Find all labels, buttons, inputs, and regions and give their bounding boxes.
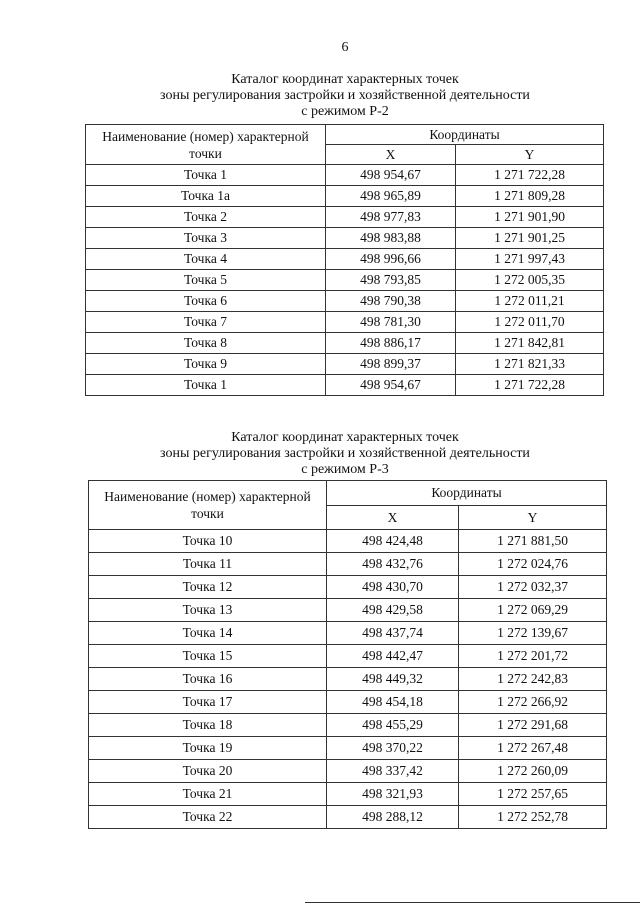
x-coordinate-cell: 498 437,74 [327, 622, 459, 645]
point-name-cell: Точка 20 [89, 760, 327, 783]
point-name-cell: Точка 11 [89, 553, 327, 576]
y-coordinate-cell: 1 272 257,65 [459, 783, 607, 806]
x-coordinate-cell: 498 429,58 [327, 599, 459, 622]
header-y: Y [459, 506, 607, 530]
x-coordinate-cell: 498 455,29 [327, 714, 459, 737]
x-coordinate-cell: 498 886,17 [326, 333, 456, 354]
point-name-cell: Точка 17 [89, 691, 327, 714]
x-coordinate-cell: 498 430,70 [327, 576, 459, 599]
point-name-cell: Точка 1 [86, 375, 326, 396]
y-coordinate-cell: 1 272 267,48 [459, 737, 607, 760]
y-coordinate-cell: 1 272 011,21 [456, 291, 604, 312]
y-coordinate-cell: 1 271 881,50 [459, 530, 607, 553]
y-coordinate-cell: 1 271 809,28 [456, 186, 604, 207]
table-row [89, 806, 607, 829]
table-row [86, 312, 604, 333]
y-coordinate-cell: 1 271 842,81 [456, 333, 604, 354]
y-coordinate-cell: 1 272 005,35 [456, 270, 604, 291]
x-coordinate-cell: 498 899,37 [326, 354, 456, 375]
table-row [89, 737, 607, 760]
x-coordinate-cell: 498 996,66 [326, 249, 456, 270]
table-row [89, 576, 607, 599]
y-coordinate-cell: 1 272 291,68 [459, 714, 607, 737]
catalog-title-line: зоны регулирования застройки и хозяйственной деятельности [160, 88, 530, 103]
catalog-title-line: с режимом Р-3 [301, 462, 389, 477]
point-name-cell: Точка 7 [86, 312, 326, 333]
x-coordinate-cell: 498 288,12 [327, 806, 459, 829]
table-row [89, 760, 607, 783]
y-coordinate-cell: 1 272 069,29 [459, 599, 607, 622]
y-coordinate-cell: 1 271 722,28 [456, 375, 604, 396]
table-row [86, 186, 604, 207]
point-name-cell: Точка 12 [89, 576, 327, 599]
point-name-cell: Точка 5 [86, 270, 326, 291]
point-name-cell: Точка 16 [89, 668, 327, 691]
header-coordinates: Координаты [326, 125, 604, 145]
table-row [86, 249, 604, 270]
table-row [86, 375, 604, 396]
catalog-title-line: Каталог координат характерных точек [231, 72, 459, 87]
table-row [89, 783, 607, 806]
point-name-cell: Точка 13 [89, 599, 327, 622]
y-coordinate-cell: 1 272 024,76 [459, 553, 607, 576]
x-coordinate-cell: 498 965,89 [326, 186, 456, 207]
table-row [89, 622, 607, 645]
point-name-cell: Точка 1а [86, 186, 326, 207]
y-coordinate-cell: 1 271 722,28 [456, 165, 604, 186]
x-coordinate-cell: 498 337,42 [327, 760, 459, 783]
y-coordinate-cell: 1 271 997,43 [456, 249, 604, 270]
point-name-cell: Точка 6 [86, 291, 326, 312]
table-body [89, 530, 607, 829]
y-coordinate-cell: 1 272 032,37 [459, 576, 607, 599]
y-coordinate-cell: 1 272 260,09 [459, 760, 607, 783]
catalog-title-r3 [90, 430, 600, 478]
point-name-cell: Точка 2 [86, 207, 326, 228]
x-coordinate-cell: 498 793,85 [326, 270, 456, 291]
x-coordinate-cell: 498 424,48 [327, 530, 459, 553]
x-coordinate-cell: 498 954,67 [326, 165, 456, 186]
x-coordinate-cell: 498 321,93 [327, 783, 459, 806]
y-coordinate-cell: 1 272 266,92 [459, 691, 607, 714]
x-coordinate-cell: 498 370,22 [327, 737, 459, 760]
point-name-cell: Точка 19 [89, 737, 327, 760]
catalog-title-line: с режимом Р-2 [301, 104, 389, 119]
y-coordinate-cell: 1 271 821,33 [456, 354, 604, 375]
y-coordinate-cell: 1 271 901,25 [456, 228, 604, 249]
table-row [86, 291, 604, 312]
y-coordinate-cell: 1 272 201,72 [459, 645, 607, 668]
header-x: X [327, 506, 459, 530]
table-row [89, 599, 607, 622]
catalog-title-line: Каталог координат характерных точек [231, 430, 459, 445]
x-coordinate-cell: 498 454,18 [327, 691, 459, 714]
y-coordinate-cell: 1 272 011,70 [456, 312, 604, 333]
catalog-title-r2 [90, 72, 600, 120]
point-name-cell: Точка 21 [89, 783, 327, 806]
coordinates-table-r2 [85, 124, 604, 396]
header-coordinates: Координаты [327, 481, 607, 506]
table-row [89, 714, 607, 737]
table-row [86, 354, 604, 375]
table-row [89, 668, 607, 691]
x-coordinate-cell: 498 790,38 [326, 291, 456, 312]
header-x: X [326, 145, 456, 165]
header-point-name: Наименование (номер) характерной точки [89, 481, 327, 530]
point-name-cell: Точка 3 [86, 228, 326, 249]
table-row [89, 553, 607, 576]
coordinates-table-r3 [88, 480, 607, 829]
point-name-cell: Точка 1 [86, 165, 326, 186]
table-row [86, 207, 604, 228]
point-name-cell: Точка 10 [89, 530, 327, 553]
x-coordinate-cell: 498 954,67 [326, 375, 456, 396]
y-coordinate-cell: 1 272 252,78 [459, 806, 607, 829]
point-name-cell: Точка 18 [89, 714, 327, 737]
x-coordinate-cell: 498 442,47 [327, 645, 459, 668]
point-name-cell: Точка 8 [86, 333, 326, 354]
table-row [86, 333, 604, 354]
point-name-cell: Точка 22 [89, 806, 327, 829]
header-point-name: Наименование (номер) характерной точки [86, 125, 326, 165]
point-name-cell: Точка 14 [89, 622, 327, 645]
point-name-cell: Точка 15 [89, 645, 327, 668]
table-row [89, 691, 607, 714]
table-row [89, 645, 607, 668]
table-row [89, 530, 607, 553]
x-coordinate-cell: 498 432,76 [327, 553, 459, 576]
page-number: 6 [341, 40, 349, 55]
table-row [86, 165, 604, 186]
point-name-cell: Точка 9 [86, 354, 326, 375]
y-coordinate-cell: 1 272 139,67 [459, 622, 607, 645]
table-row [86, 270, 604, 291]
header-y: Y [456, 145, 604, 165]
catalog-title-line: зоны регулирования застройки и хозяйственной деятельности [160, 446, 530, 461]
x-coordinate-cell: 498 449,32 [327, 668, 459, 691]
table-row [86, 228, 604, 249]
x-coordinate-cell: 498 977,83 [326, 207, 456, 228]
x-coordinate-cell: 498 781,30 [326, 312, 456, 333]
table-body [86, 165, 604, 396]
y-coordinate-cell: 1 272 242,83 [459, 668, 607, 691]
point-name-cell: Точка 4 [86, 249, 326, 270]
y-coordinate-cell: 1 271 901,90 [456, 207, 604, 228]
x-coordinate-cell: 498 983,88 [326, 228, 456, 249]
footer-divider [305, 902, 640, 903]
